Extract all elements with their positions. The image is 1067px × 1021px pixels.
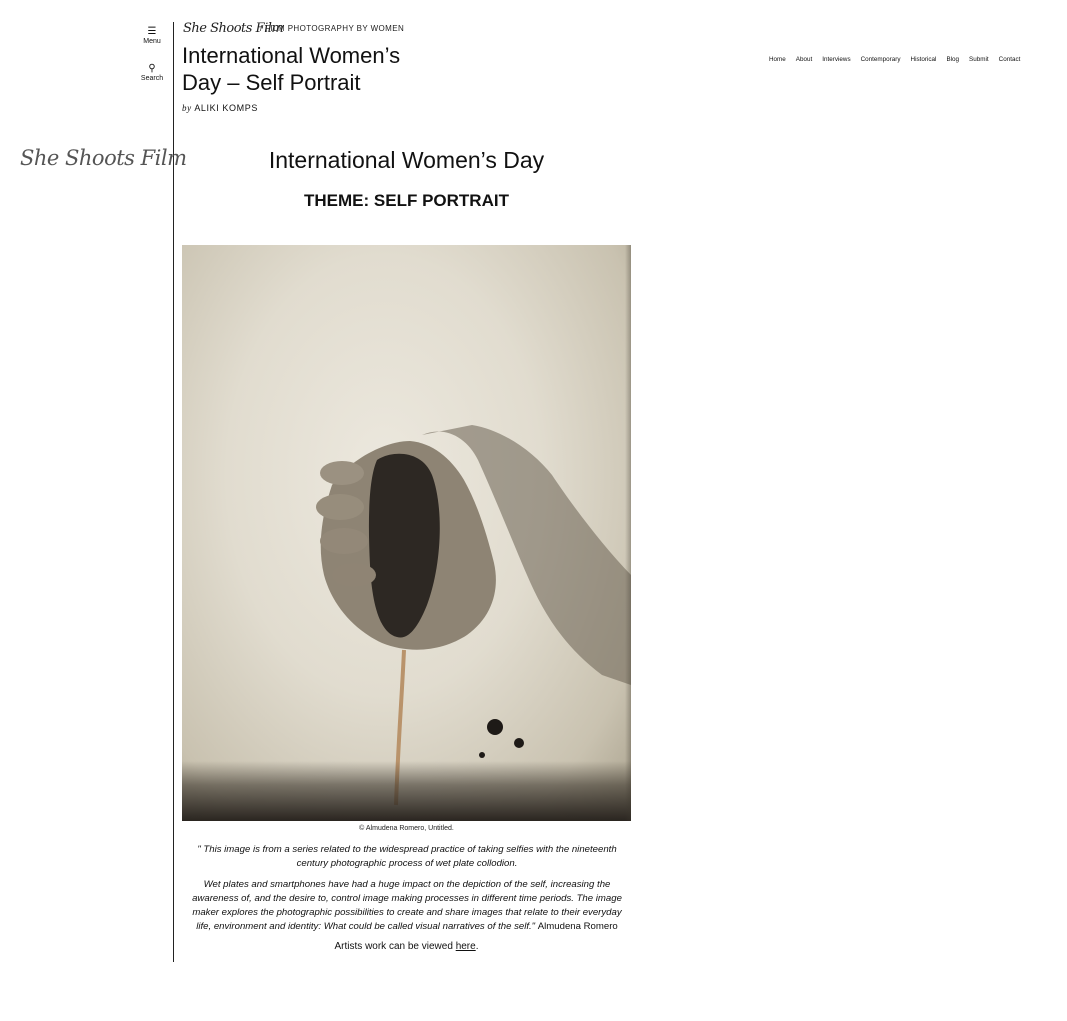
nav-blog[interactable]: Blog bbox=[946, 56, 960, 63]
author-link[interactable]: ALIKI KOMPS bbox=[194, 103, 258, 113]
nav-historical[interactable]: Historical bbox=[910, 56, 937, 63]
nav-interviews[interactable]: Interviews bbox=[822, 56, 851, 63]
menu-icon: ☰ bbox=[147, 26, 157, 37]
search-icon: ⚲ bbox=[148, 63, 156, 74]
photo-right-edge bbox=[625, 245, 631, 821]
quote-paragraph-2 bbox=[186, 878, 628, 934]
site-tagline: / FILM PHOTOGRAPHY BY WOMEN bbox=[260, 24, 405, 33]
content-heading: International Women’s Day bbox=[268, 147, 545, 173]
nav-submit[interactable]: Submit bbox=[969, 56, 989, 63]
header-logo[interactable]: She Shoots Film bbox=[183, 21, 284, 36]
viewed-suffix: . bbox=[475, 941, 479, 952]
hand-illustration bbox=[182, 245, 631, 821]
post-title: International Women’s Day – Self Portrait bbox=[182, 43, 401, 95]
photo-caption: © Almudena Romero, Untitled. bbox=[359, 825, 454, 832]
content-subheading: THEME: SELF PORTRAIT bbox=[304, 191, 509, 210]
viewed-prefix: Artists work can be viewed bbox=[334, 941, 456, 952]
nav-home[interactable]: Home bbox=[769, 56, 786, 63]
menu-button[interactable] bbox=[132, 26, 172, 45]
search-label: Search bbox=[140, 75, 164, 82]
byline bbox=[182, 103, 258, 113]
byline-prefix: by bbox=[182, 103, 192, 113]
menu-label: Menu bbox=[143, 38, 161, 45]
artist-link-line bbox=[182, 941, 631, 952]
quote-text: Wet plates and smartphones have had a huge impact on the depiction of the self, increasing the awareness of, and the desire to, control image making processes in different time periods. The image maker explores the photographic possibilities to create and share images that relate to their everyday life, environment and identity: What could be called visual narratives of the self." bbox=[192, 879, 622, 932]
featured-photo bbox=[182, 245, 631, 821]
nav-contact[interactable]: Contact bbox=[998, 56, 1021, 63]
sidebar-logo[interactable]: She Shoots Film bbox=[20, 146, 187, 170]
search-button[interactable] bbox=[132, 63, 172, 82]
photo-plate-edge bbox=[182, 761, 631, 821]
artist-work-link[interactable]: here bbox=[455, 941, 476, 952]
primary-nav bbox=[769, 56, 1020, 63]
quote-attribution: Almudena Romero bbox=[537, 921, 618, 932]
quote-paragraph-1: " This image is from a series related to the widespread practice of taking selfies with the nineteenth century photographic process of wet plate collodion. bbox=[197, 844, 617, 869]
nav-contemporary[interactable]: Contemporary bbox=[860, 56, 901, 63]
nav-about[interactable]: About bbox=[795, 56, 813, 63]
